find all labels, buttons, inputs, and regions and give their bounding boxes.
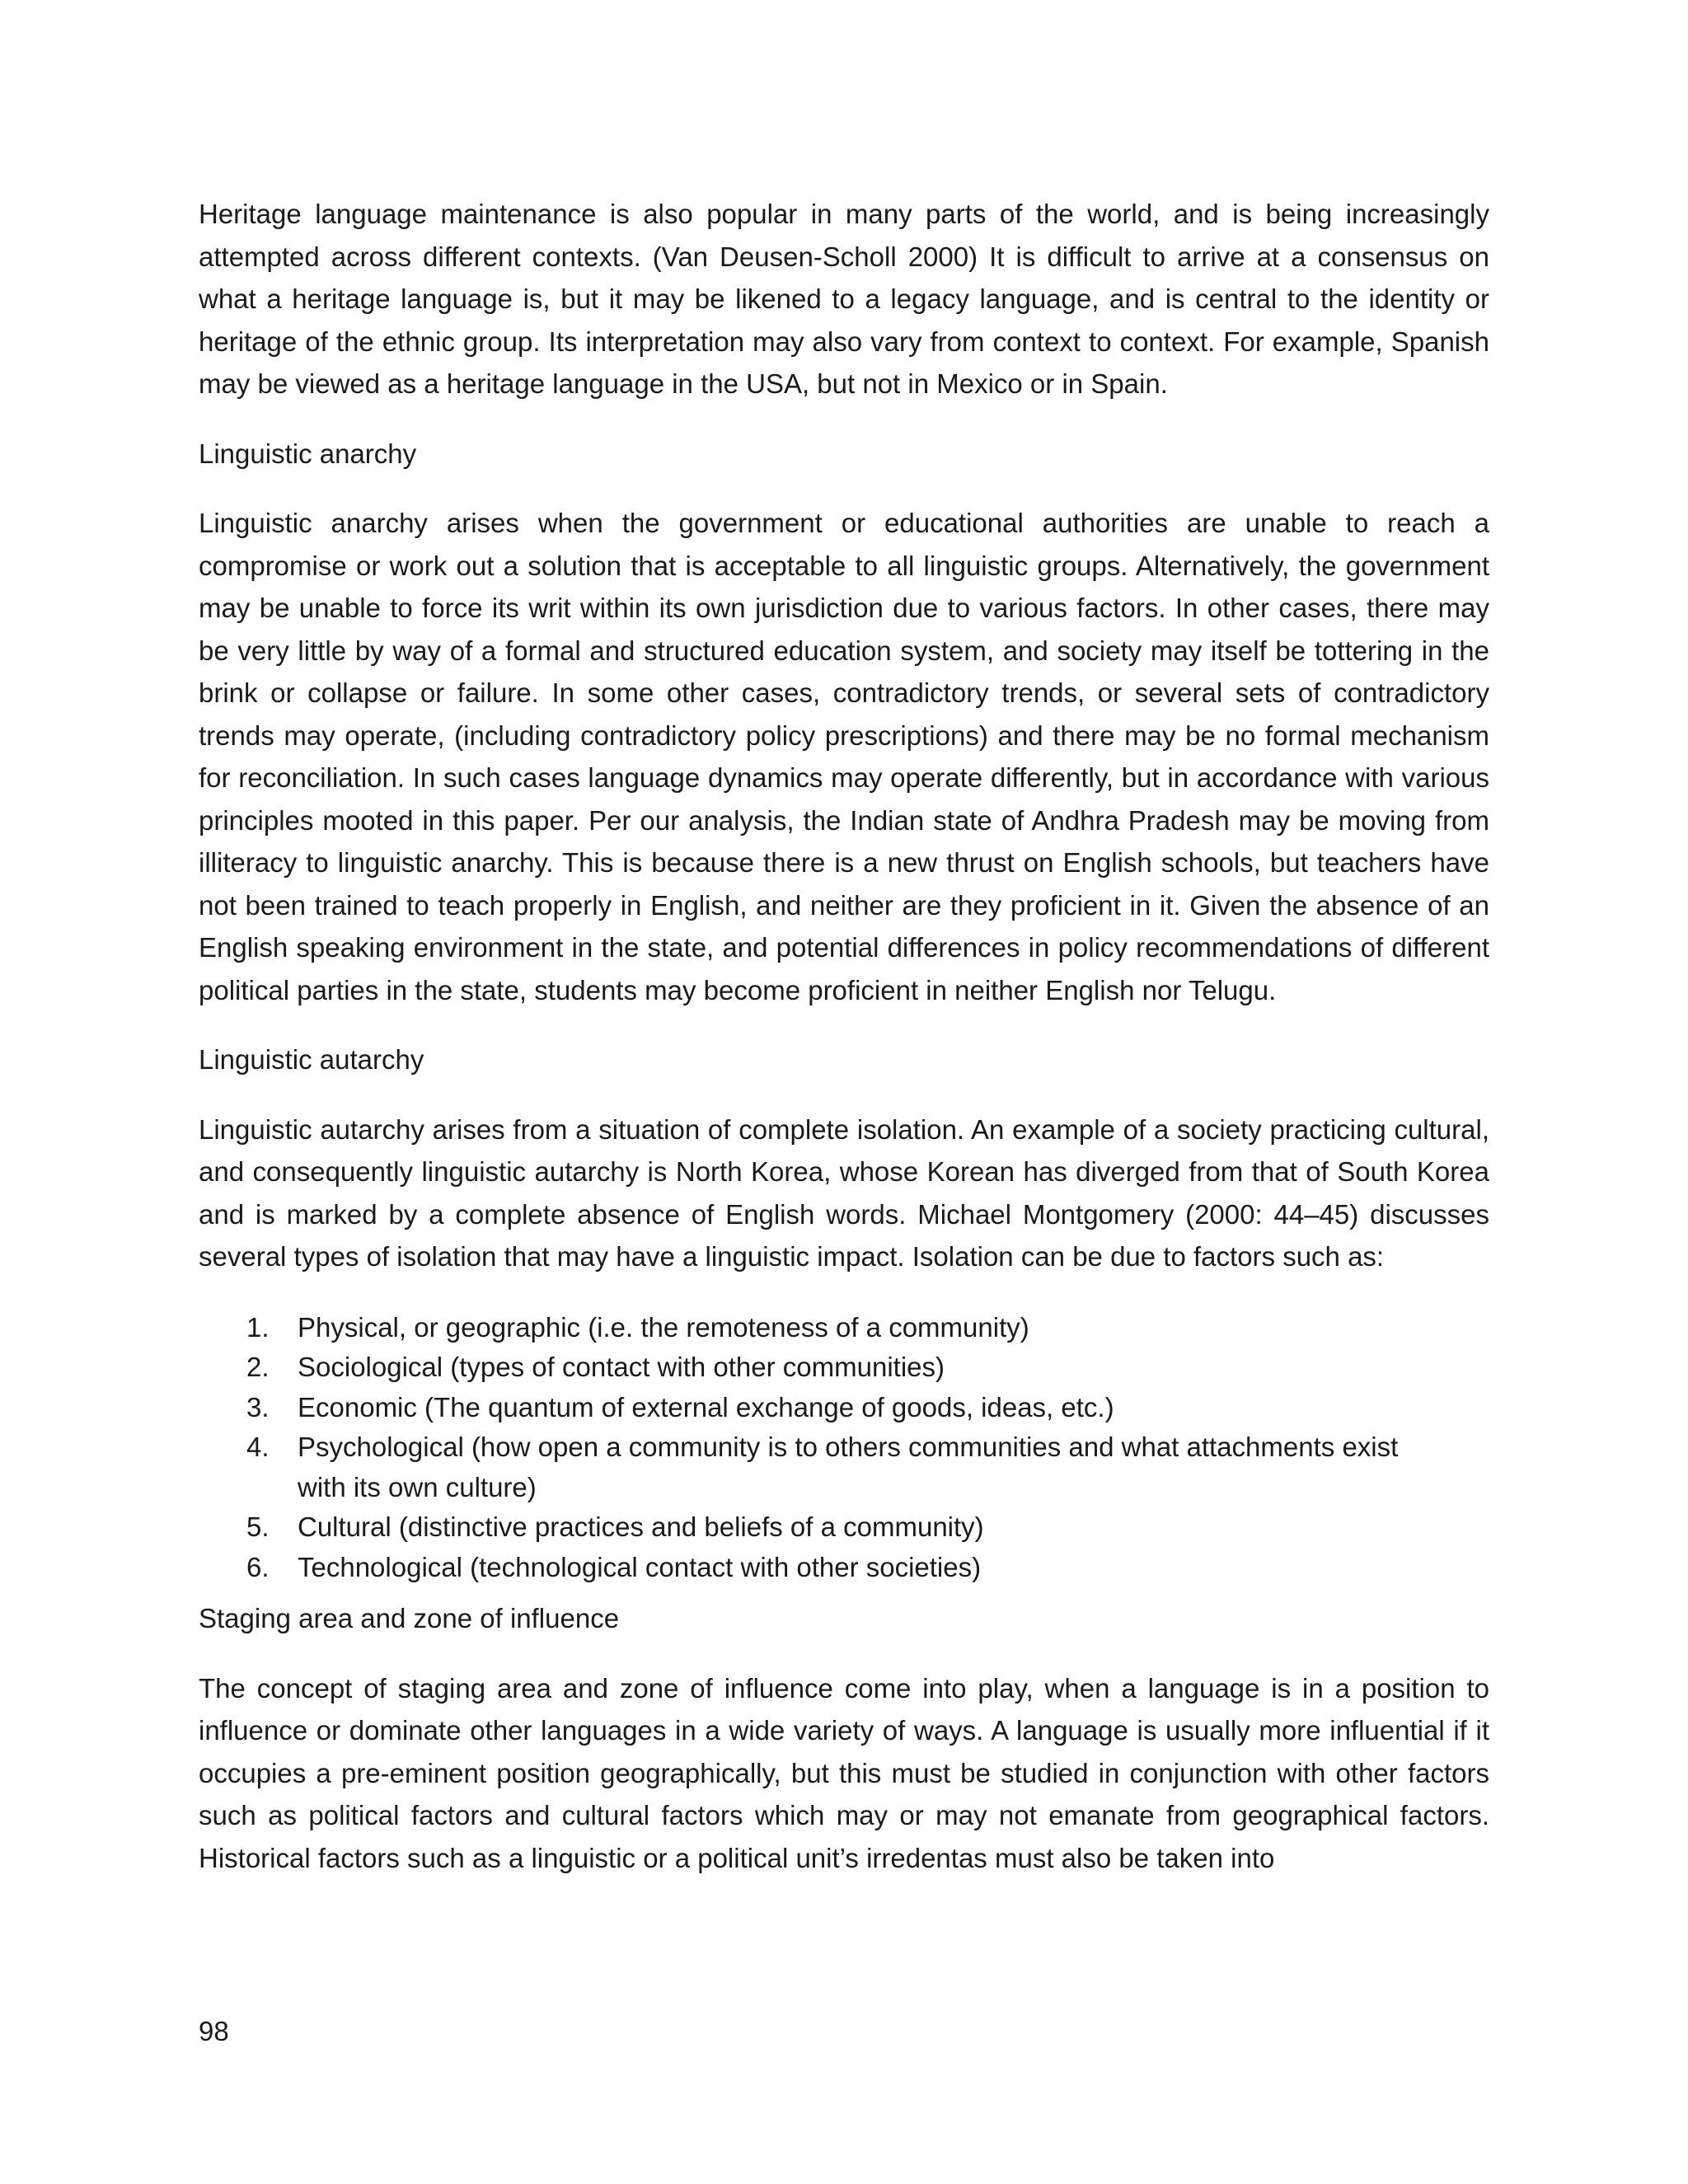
list-item-text: Economic (The quantum of external exchange of goods, ideas, etc.) [298, 1391, 1114, 1422]
list-item [199, 1507, 1489, 1548]
heading-staging-area: Staging area and zone of influence [199, 1603, 620, 1633]
list-item [199, 1308, 1489, 1348]
page-number: 98 [199, 2016, 229, 2046]
list-item-number: 2. [246, 1352, 270, 1382]
list-item [199, 1388, 1489, 1428]
list-item-number: 4. [246, 1432, 270, 1462]
paragraph-linguistic-autarchy: Linguistic autarchy arises from a situation of complete isolation. An example of a society practicing cultural, and consequently linguistic autarchy is North Korea, whose Korean has diverged from that of South Korea and is marked by a complete absence of English words. Michael Montgomery (2000: 44–45) discusses several types of isolation that may have a linguistic impact. Isolation can be due to factors such as: [199, 1113, 1489, 1272]
list-item-number: 6. [246, 1551, 270, 1582]
paragraph-heritage-language: Heritage language maintenance is also popular in many parts of the world, and is being increasingly attempted across different contexts. (Van Deusen-Scholl 2000) It is difficult to arrive at a consensus on what a heritage language is, but it may be likened to a legacy language, and is central to the identity or heritage of the ethnic group. Its interpretation may also vary from context to context. For example, Spanish may be viewed as a heritage language in the USA, but not in Mexico or in Spain. [199, 199, 1489, 399]
list-item-number: 3. [246, 1391, 270, 1422]
list-item-text: Cultural (distinctive practices and beliefs of a community) [298, 1511, 984, 1542]
list-item-number: 1. [246, 1311, 270, 1343]
heading-linguistic-autarchy: Linguistic autarchy [199, 1044, 424, 1075]
isolation-factors-list [199, 1308, 1489, 1588]
list-item [199, 1427, 1489, 1507]
list-item-text: Psychological (how open a community is to others communities and what attachments exist with its own culture) [298, 1432, 1399, 1502]
list-item-text: Technological (technological contact with other societies) [298, 1551, 982, 1582]
list-item [199, 1347, 1489, 1388]
page-content [199, 193, 1489, 1906]
heading-linguistic-anarchy: Linguistic anarchy [199, 438, 417, 469]
list-item [199, 1548, 1489, 1588]
paragraph-linguistic-anarchy: Linguistic anarchy arises when the government or educational authorities are unable to reach a compromise or work out a solution that is acceptable to all linguistic groups. Alternatively, the government may be unable to force its writ within its own jurisdiction due to various factors. In other cases, there may be very little by way of a formal and structured education system, and society may itself be tottering in the brink or collapse or failure. In some other cases, contradictory trends, or several sets of contradictory trends may operate, (including contradictory policy prescriptions) and there may be no formal mechanism for reconciliation. In such cases language dynamics may operate differently, but in accordance with various principles mooted in this paper. Per our analysis, the Indian state of Andhra Pradesh may be moving from illiteracy to linguistic anarchy. This is because there is a new thrust on English schools, but teachers have not been trained to teach properly in English, and neither are they proficient in it. Given the absence of an English speaking environment in the state, and potential differences in policy recommendations of different political parties in the state, students may become proficient in neither English nor Telugu. [199, 508, 1489, 1005]
list-item-text: Sociological (types of contact with other communities) [298, 1352, 945, 1382]
paragraph-staging-area: The concept of staging area and zone of influence come into play, when a language is in a position to influence or dominate other languages in a wide variety of ways. A language is usually more influential if it occupies a pre-eminent position geographically, but this must be studied in conjunction with other factors such as political factors and cultural factors which may or may not emanate from geographical factors. Historical factors such as a linguistic or a political unit’s irredentas must also be taken into [199, 1672, 1489, 1873]
list-item-number: 5. [246, 1511, 270, 1542]
list-item-text: Physical, or geographic (i.e. the remoteness of a community) [298, 1311, 1029, 1343]
